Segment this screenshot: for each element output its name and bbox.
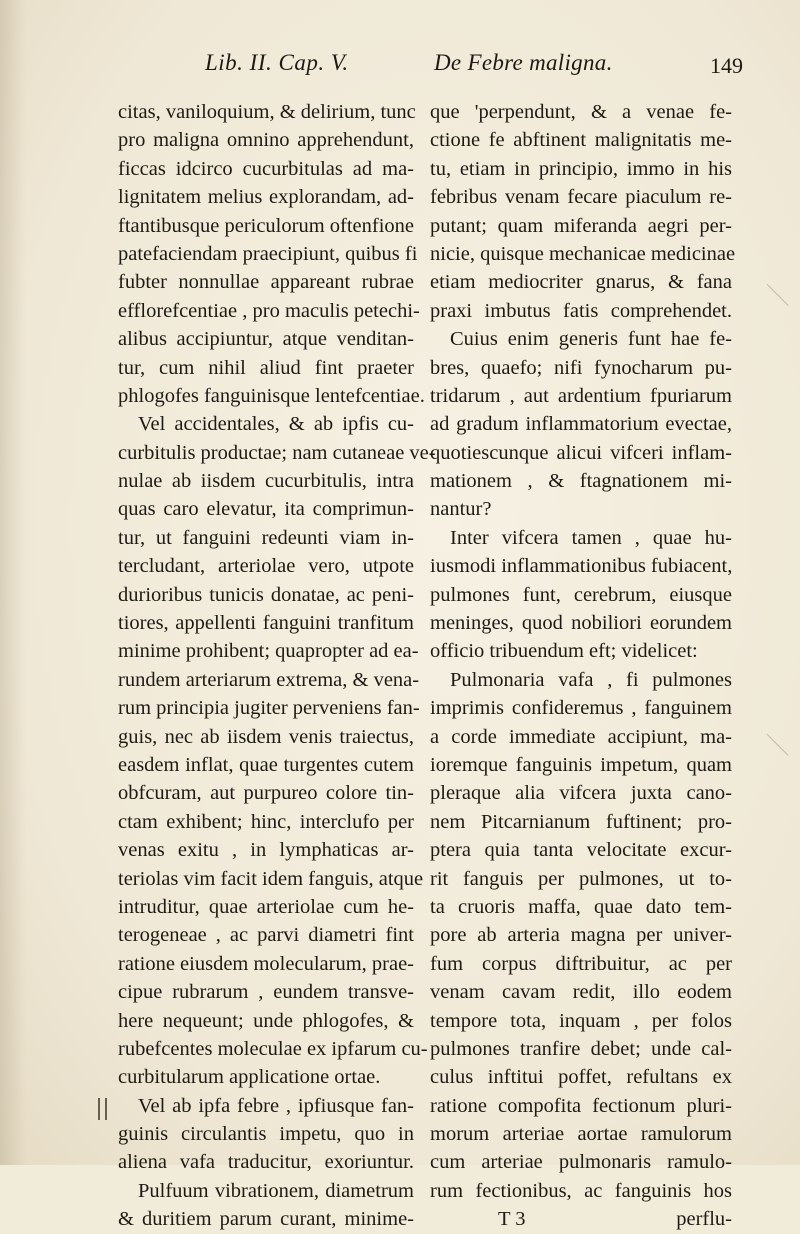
page-number: 149 xyxy=(710,53,743,78)
text-line: putant; quam miferanda aegri per- xyxy=(430,214,732,237)
left-text-column xyxy=(118,98,436,1234)
text-line: ctione fe abftinent malignitatis me- xyxy=(430,129,732,152)
binding-shadow xyxy=(0,0,26,1165)
text-line: pore ab arteria magna per univer- xyxy=(430,924,732,947)
text-line: curbitularum applicatione ortae. xyxy=(118,1066,381,1089)
text-line: ficcas idcirco cucurbitulas ad ma- xyxy=(118,157,414,180)
right-text-column xyxy=(430,98,736,1234)
text-line: aliena vafa traducitur, exoriuntur. xyxy=(118,1151,414,1174)
text-line: morum arteriae aortae ramulorum xyxy=(430,1123,732,1146)
text-line: rum fectionibus, ac fanguinis hos xyxy=(430,1179,732,1202)
text-line: pulmones funt, cerebrum, eiusque xyxy=(430,583,732,606)
text-line: pro maligna omnino apprehendunt, xyxy=(118,129,414,152)
header-book-chapter: Lib. II. Cap. V. xyxy=(205,50,349,75)
page-crease xyxy=(745,734,788,777)
text-line: Vel ab ipfa febre , ipfiusque fan- xyxy=(138,1094,414,1117)
catchline xyxy=(430,1205,732,1233)
text-line: lignitatem melius explorandam, ad- xyxy=(118,186,414,209)
running-header xyxy=(0,50,800,90)
text-line: alibus accipiuntur, atque venditan- xyxy=(118,328,414,351)
text-line: minime prohibent; quapropter ad ea- xyxy=(118,640,419,663)
text-line: tur, cum nihil aliud fint praeter xyxy=(118,356,414,379)
text-line: easdem inflat, quae turgentes cutem xyxy=(118,753,414,776)
header-title: De Febre maligna. xyxy=(434,50,613,75)
text-line: tempore tota, inquam , per folos xyxy=(430,1009,732,1032)
text-line: rit fanguis per pulmones, ut to- xyxy=(430,867,732,890)
text-line: ptera quia tanta velocitate excur- xyxy=(430,839,732,862)
text-line: quas caro elevatur, ita comprimun- xyxy=(118,498,414,521)
text-line: terogeneae , ac parvi diametri fint xyxy=(118,924,414,947)
text-line: fum corpus diftribuitur, ac per xyxy=(430,952,732,975)
text-line: a corde immediate accipiunt, ma- xyxy=(430,725,732,748)
text-line: officio tribuendum eft; videlicet: xyxy=(430,640,698,663)
text-line: rum principia jugiter perveniens fan- xyxy=(118,697,420,720)
text-line: mationem , & ftagnationem mi- xyxy=(430,470,732,493)
margin-mark xyxy=(98,1098,107,1120)
text-line: fubter nonnullae appareant rubrae xyxy=(118,271,414,294)
text-line: Inter vifcera tamen , quae hu- xyxy=(450,526,732,549)
text-line: ratione eiusdem molecularum, prae- xyxy=(118,952,414,975)
text-line: patefaciendam praecipiunt, quibus fi xyxy=(118,242,418,265)
text-line: cipue rubrarum , eundem transve- xyxy=(118,981,414,1004)
text-line: Pulfuum vibrationem, diametrum xyxy=(138,1179,414,1202)
text-line: imprimis confideremus , fanguinem xyxy=(430,697,732,720)
signature-mark: T 3 xyxy=(498,1208,526,1231)
text-line: nem Pitcarnianum fuftinent; pro- xyxy=(430,810,732,833)
page-crease xyxy=(745,284,788,327)
text-line: Pulmonaria vafa , fi pulmones xyxy=(450,668,732,691)
text-line: nantur? xyxy=(430,498,492,521)
text-line: & duritiem parum curant, minime- xyxy=(118,1208,414,1231)
text-line: pleraque alia vifcera juxta cano- xyxy=(430,782,732,805)
text-line: teriolas vim facit idem fanguis, atque xyxy=(118,867,424,890)
text-line: rundem arteriarum extrema, & vena- xyxy=(118,668,420,691)
text-line: rubefcentes moleculae ex ipfarum cu- xyxy=(118,1037,428,1060)
catchword: perflu- xyxy=(676,1208,732,1231)
text-line: venam cavam redit, illo eodem xyxy=(430,981,732,1004)
text-line: intruditur, quae arteriolae cum he- xyxy=(118,895,414,918)
text-line: guinis circulantis impetu, quo in xyxy=(118,1123,414,1146)
text-line: culus inftitui poffet, refultans ex xyxy=(430,1066,732,1089)
text-line: guis, nec ab iisdem venis traiectus, xyxy=(118,725,414,748)
text-line: bres, quaefo; nifi fynocharum pu- xyxy=(430,356,732,379)
text-line: iusmodi inflammationibus fubiacent, xyxy=(430,555,733,578)
text-line: cum arteriae pulmonaris ramulo- xyxy=(430,1151,732,1174)
text-line: etiam mediocriter gnarus, & fana xyxy=(430,271,732,294)
text-line: durioribus tunicis donatae, ac peni- xyxy=(118,583,414,606)
text-line: tur, ut fanguini redeunti viam in- xyxy=(118,526,414,549)
text-line: ta cruoris maffa, quae dato tem- xyxy=(430,895,732,918)
text-line: ftantibusque periculorum oftenfione xyxy=(118,214,415,237)
text-line: Vel accidentales, & ab ipfis cu- xyxy=(138,413,414,436)
text-line: meninges, quod nobiliori eorundem xyxy=(430,612,732,635)
text-line: here nequeunt; unde phlogofes, & xyxy=(118,1009,414,1032)
text-line: efflorefcentiae , pro maculis petechi- xyxy=(118,299,420,322)
text-line: ratione compofita fectionum pluri- xyxy=(430,1094,732,1117)
text-line: febribus venam fecare piaculum re- xyxy=(430,186,732,209)
text-line: tercludant, arteriolae vero, utpote xyxy=(118,555,414,578)
text-line: praxi imbutus fatis comprehendet. xyxy=(430,299,732,322)
text-line: Cuius enim generis funt hae fe- xyxy=(450,328,732,351)
text-line: obfcuram, aut purpureo colore tin- xyxy=(118,782,414,805)
text-line: venas exitu , in lymphaticas ar- xyxy=(118,839,414,862)
text-line: tridarum , aut ardentium fpuriarum xyxy=(430,384,732,407)
text-line: phlogofes fanguinisque lentefcentiae. xyxy=(118,384,425,407)
text-line: ioremque fanguinis impetum, quam xyxy=(430,753,732,776)
text-line: nulae ab iisdem cucurbitulis, intra xyxy=(118,470,414,493)
text-line: ad gradum inflammatorium evectae, xyxy=(430,413,732,436)
text-line: citas, vaniloquium, & delirium, tunc xyxy=(118,101,416,123)
text-line: tiores, appellenti fanguini tranfitum xyxy=(118,612,414,635)
text-line: nicie, quisque mechanicae medicinae xyxy=(430,242,736,265)
text-line: tu, etiam in principio, immo in his xyxy=(430,157,732,180)
text-line: quotiescunque alicui vifceri inflam- xyxy=(430,441,732,464)
text-line: curbitulis productae; nam cutaneae ve- xyxy=(118,441,436,464)
text-line: pulmones tranfire debet; unde cal- xyxy=(430,1037,732,1060)
text-line: que 'perpendunt, & a venae fe- xyxy=(430,101,732,123)
text-line: ctam exhibent; hinc, interclufo per xyxy=(118,810,414,833)
